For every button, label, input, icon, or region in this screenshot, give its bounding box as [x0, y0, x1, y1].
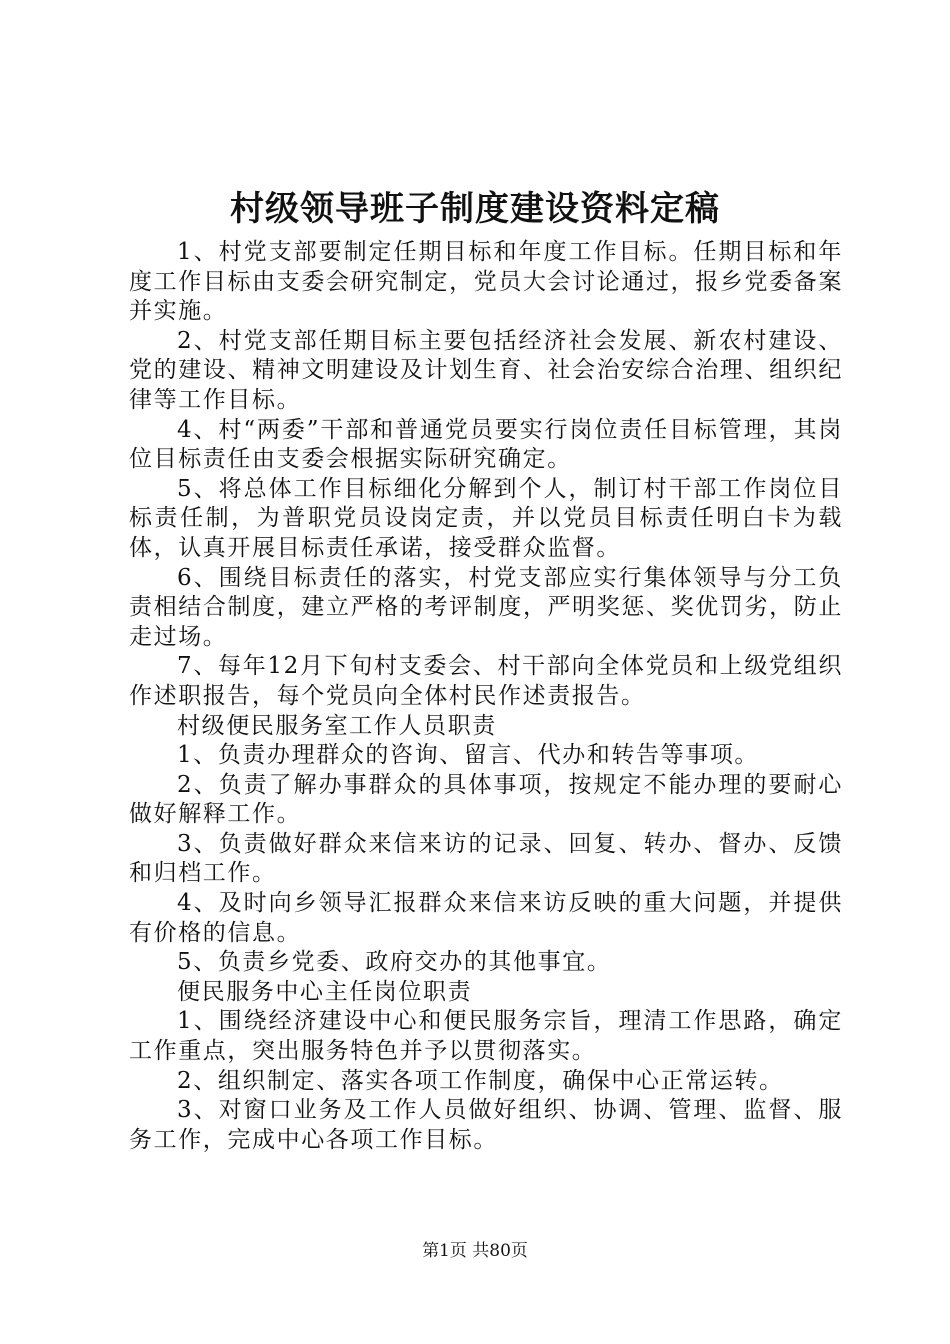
paragraph-4: 4、村“两委”干部和普通党员要实行岗位责任目标管理，其岗位目标责任由支委会根据实际研究确定。 — [129, 416, 843, 473]
director-duty-2: 2、组织制定、落实各项工作制度，确保中心正常运转。 — [177, 1067, 784, 1094]
document-body — [129, 238, 843, 1155]
duty-item-2: 2、负责了解办事群众的具体事项，按规定不能办理的要耐心做好解释工作。 — [129, 771, 843, 828]
paragraph-7: 7、每年12月下旬村支委会、村干部向全体党员和上级党组织作述职报告，每个党员向全体村民作述责报告。 — [129, 653, 843, 709]
section-heading-service-room: 村级便民服务室工作人员职责 — [177, 712, 497, 739]
duty-item-3: 3、负责做好群众来信来访的记录、回复、转办、督办、反馈和归档工作。 — [129, 830, 843, 887]
duty-item-4: 4、及时向乡领导汇报群众来信来访反映的重大问题，并提供有价格的信息。 — [129, 890, 843, 946]
paragraph-1: 1、村党支部要制定任期目标和年度工作目标。任期目标和年度工作目标由支委会研究制定，党员大会讨论通过，报乡党委备案并实施。 — [129, 239, 843, 325]
page-footer: 第1页 共80页 — [422, 1241, 528, 1261]
director-duty-1: 1、围绕经济建设中心和便民服务宗旨，理清工作思路，确定工作重点，突出服务特色并予以贯彻落实。 — [129, 1008, 843, 1065]
duty-item-1: 1、负责办理群众的咨询、留言、代办和转告等事项。 — [177, 742, 760, 769]
paragraph-6: 6、围绕目标责任的落实，村党支部应实行集体领导与分工负责相结合制度，建立严格的考评制度，严明奖惩、奖优罚劣，防止走过场。 — [129, 564, 843, 650]
section-heading-center-director: 便民服务中心主任岗位职责 — [177, 978, 473, 1005]
duty-item-5: 5、负责乡党委、政府交办的其他事宜。 — [177, 949, 612, 976]
document-title: 村级领导班子制度建设资料定稿 — [230, 189, 720, 229]
paragraph-5: 5、将总体工作目标细化分解到个人，制订村干部工作岗位目标责任制，为普职党员设岗定责，并以党员目标责任明白卡为载体，认真开展目标责任承诺，接受群众监督。 — [129, 475, 843, 561]
director-duty-3: 3、对窗口业务及工作人员做好组织、协调、管理、监督、服务工作，完成中心各项工作目标。 — [129, 1097, 843, 1153]
paragraph-2: 2、村党支部任期目标主要包括经济社会发展、新农村建设、党的建设、精神文明建设及计划生育、社会治安综合治理、组织纪律等工作目标。 — [129, 327, 843, 413]
